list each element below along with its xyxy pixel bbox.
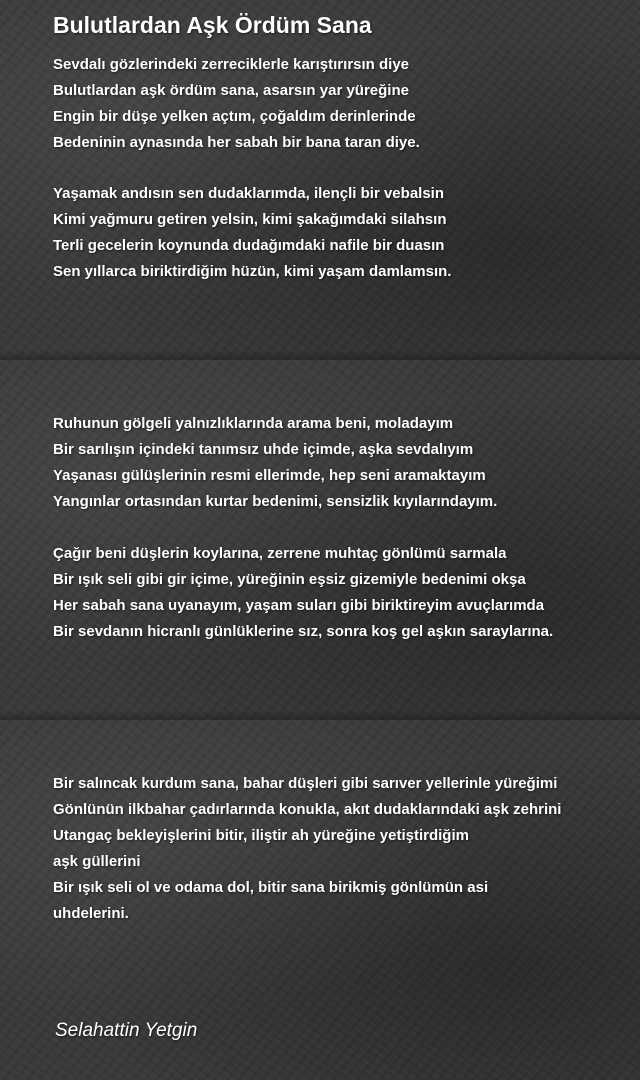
poem-line: Bir ışık seli gibi gir içime, yüreğinin eşsiz gizemiyle bedenimi okşa [53, 571, 526, 588]
poem-title: Bulutlardan Aşk Ördüm Sana [53, 12, 372, 38]
poem-line: Bedeninin aynasında her sabah bir bana taran diye. [53, 134, 420, 151]
poem-line: Çağır beni düşlerin koylarına, zerrene muhtaç gönlümü sarmala [53, 545, 507, 562]
poem-line: Utangaç bekleyişlerini bitir, iliştir ah yüreğine yetiştirdiğim [53, 827, 469, 844]
poem-line: aşk güllerini [53, 853, 141, 870]
panel-divider [0, 710, 640, 720]
poem-line: Bir ışık seli ol ve odama dol, bitir sana birikmiş gönlümün asi [53, 879, 489, 896]
poem-line: Yaşanası gülüşlerinin resmi ellerimde, hep seni aramaktayım [53, 467, 486, 484]
poem-line: Sevdalı gözlerindeki zerreciklerle karıştırırsın diye [53, 56, 410, 73]
poem-line: uhdelerini. [53, 905, 129, 922]
stanza-5 [53, 771, 561, 927]
stanza-3 [53, 411, 497, 515]
poem-line: Bir salıncak kurdum sana, bahar düşleri gibi sarıver yellerinle yüreğimi [53, 775, 558, 792]
poem-line: Bir sevdanın hicranlı günlüklerine sız, sonra koş gel aşkın saraylarına. [53, 623, 554, 640]
poem-line: Gönlünün ilkbahar çadırlarında konukla, akıt dudaklarındaki aşk zehrini [53, 801, 562, 818]
poem-line: Engin bir düşe yelken açtım, çoğaldım derinlerinde [53, 108, 416, 125]
panel-divider [0, 350, 640, 360]
poem-line: Bulutlardan aşk ördüm sana, asarsın yar yüreğine [53, 82, 409, 99]
poem-line: Terli gecelerin koynunda dudağımdaki nafile bir duasın [53, 237, 445, 254]
poem-line: Yaşamak andısın sen dudaklarımda, ilençli bir vebalsin [53, 185, 444, 202]
poem-line: Bir sarılışın içindeki tanımsız uhde içimde, aşka sevdalıyım [53, 441, 474, 458]
stanza-2 [53, 181, 451, 285]
poem-line: Ruhunun gölgeli yalnızlıklarında arama beni, moladayım [53, 415, 454, 432]
stanza-4 [53, 541, 553, 645]
poem-line: Her sabah sana uyanayım, yaşam suları gibi biriktireyim avuçlarımda [53, 597, 545, 614]
poem-author: Selahattin Yetgin [55, 1020, 198, 1041]
poem-line: Sen yıllarca biriktirdiğim hüzün, kimi yaşam damlamsın. [53, 263, 452, 280]
poem-line: Yangınlar ortasından kurtar bedenimi, sensizlik kıyılarındayım. [53, 493, 498, 510]
poem-line: Kimi yağmuru getiren yelsin, kimi şakağımdaki silahsın [53, 211, 447, 228]
stanza-1 [53, 52, 420, 156]
